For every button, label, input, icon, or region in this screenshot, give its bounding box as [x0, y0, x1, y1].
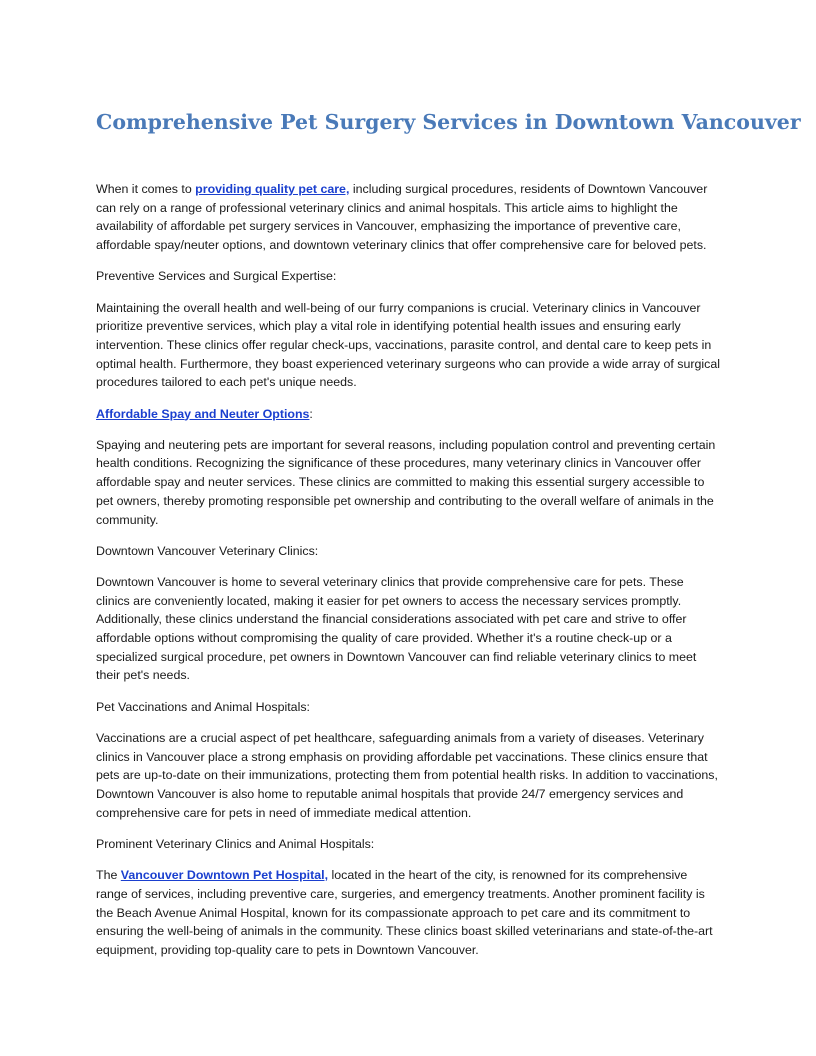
spay-neuter-heading	[96, 405, 720, 424]
document-title: Comprehensive Pet Surgery Services in Downtown Vancouver	[96, 110, 801, 134]
preventive-services-paragraph: Maintaining the overall health and well-being of our furry companions is crucial. Veterinary clinics in Vancouver prioritize preventive services, which play a vital role in identifying potential health issues and ensuring early intervention. These clinics offer regular check-ups, vaccinations, parasite control, and dental care to keep pets in optimal health. Furthermore, they boast experienced veterinary surgeons who can provide a wide array of surgical procedures tailored to each pet's unique needs.	[96, 300, 720, 390]
preventive-services-heading: Preventive Services and Surgical Expertise:	[96, 269, 337, 284]
quality-pet-care-link[interactable]: providing quality pet care,	[195, 182, 350, 196]
prominent-clinics-paragraph	[96, 866, 720, 960]
intro-paragraph	[96, 180, 720, 255]
intro-text-end: including surgical procedures, residents of Downtown Vancouver can rely on a range of professional veterinary clinics and animal hospitals. This article aims to highlight the availability of affordable pet surgery services in Vancouver, emphasizing the importance of preventive care, affordable spay/neuter options, and downtown veterinary clinics that offer comprehensive care for beloved pets.	[96, 182, 708, 253]
downtown-clinics-heading: Downtown Vancouver Veterinary Clinics:	[96, 543, 319, 558]
downtown-clinics-paragraph: Downtown Vancouver is home to several veterinary clinics that provide comprehensive care for pets. These clinics are conveniently located, making it easier for pet owners to access the necessary services promptly. Additionally, these clinics understand the financial considerations associated with pet care and strive to offer affordable options without compromising the quality of care provided. Whether it's a routine check-up or a specialized surgical procedure, pet owners in Downtown Vancouver can find reliable veterinary clinics to meet their pet's needs.	[96, 574, 697, 683]
spay-neuter-heading-colon: :	[309, 406, 313, 421]
vaccinations-heading: Pet Vaccinations and Animal Hospitals:	[96, 699, 310, 714]
prominent-text-start: The	[96, 868, 121, 883]
vaccinations-paragraph: Vaccinations are a crucial aspect of pet healthcare, safeguarding animals from a variety of diseases. Veterinary clinics in Vancouver place a strong emphasis on providing affordable pet vaccinations. These clinics ensure that pets are up-to-date on their immunizations, protecting them from potential health risks. In addition to vaccinations, Downtown Vancouver is also home to reputable animal hospitals that provide 24/7 emergency services and comprehensive care for pets in need of immediate medical attention.	[96, 730, 718, 820]
prominent-text-end: located in the heart of the city, is renowned for its comprehensive range of services, including preventive care, surgeries, and emergency treatments. Another prominent facility is the Beach Avenue Animal Hospital, known for its compassionate approach to pet care and its commitment to ensuring the well-being of animals in the community. These clinics boast skilled veterinarians and state-of-the-art equipment, providing top-quality care to pets in Downtown Vancouver.	[96, 868, 713, 957]
pet-hospital-link[interactable]: Vancouver Downtown Pet Hospital,	[120, 868, 329, 883]
spay-neuter-link[interactable]: Affordable Spay and Neuter Options	[96, 406, 310, 421]
intro-text-start: When it comes to	[96, 182, 196, 196]
spay-neuter-paragraph: Spaying and neutering pets are important for several reasons, including population control and preventing certain health conditions. Recognizing the significance of these procedures, many veterinary clinics in Vancouver offer affordable spay and neuter services. These clinics are committed to making this essential surgery accessible to pet owners, thereby promoting responsible pet ownership and contributing to the overall welfare of animals in the community.	[96, 437, 716, 527]
document-page	[96, 107, 801, 972]
prominent-clinics-heading: Prominent Veterinary Clinics and Animal Hospitals:	[96, 836, 375, 851]
